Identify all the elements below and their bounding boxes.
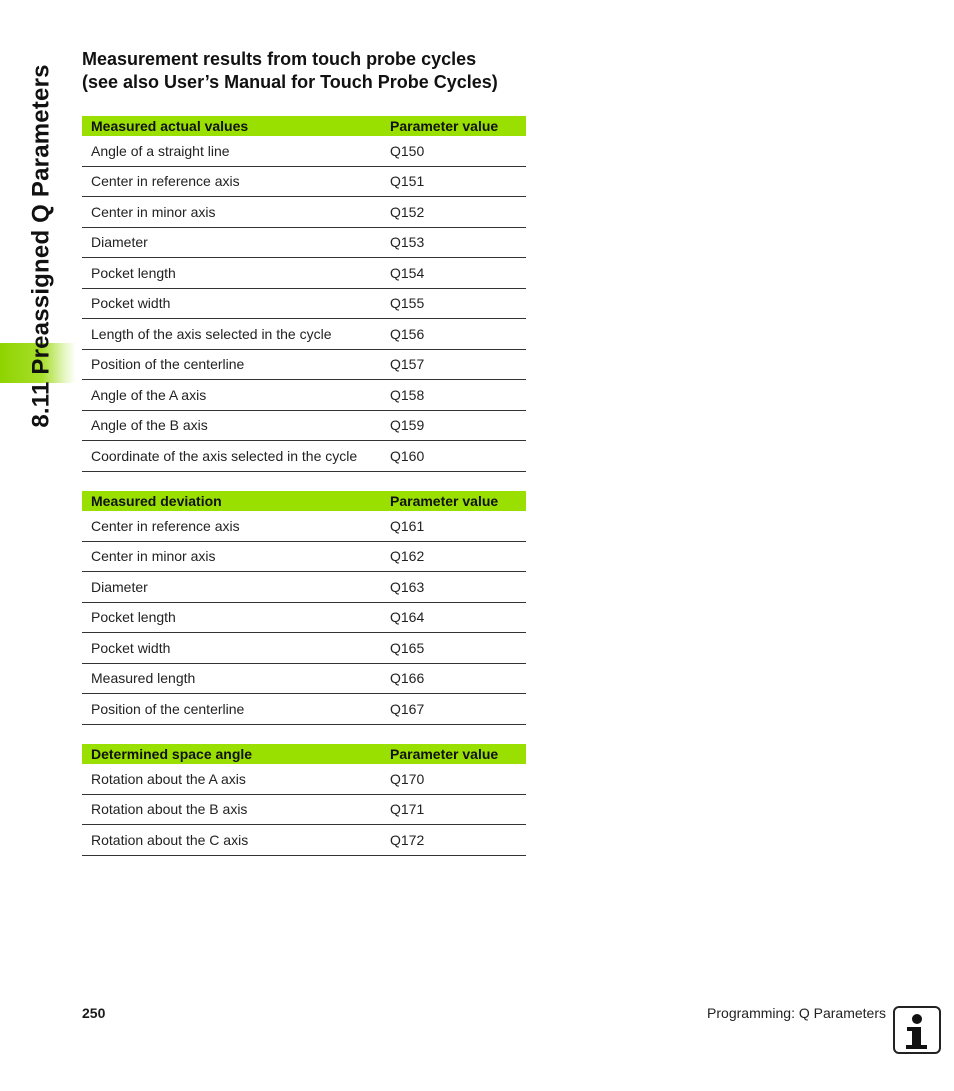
column-header-parameter: Parameter value [381,116,526,136]
row-parameter: Q156 [381,319,526,350]
row-parameter: Q171 [381,794,526,825]
column-header-description: Measured deviation [82,491,381,511]
row-parameter: Q157 [381,349,526,380]
row-parameter: Q165 [381,633,526,664]
info-icon-dot [912,1014,922,1024]
row-parameter: Q161 [381,511,526,541]
row-parameter: Q154 [381,258,526,289]
table-row [82,227,526,258]
table-row [82,633,526,664]
row-parameter: Q155 [381,288,526,319]
row-description: Rotation about the C axis [82,825,381,856]
row-description: Pocket length [82,602,381,633]
row-description: Position of the centerline [82,349,381,380]
row-parameter: Q164 [381,602,526,633]
row-parameter: Q172 [381,825,526,856]
row-parameter: Q150 [381,136,526,166]
row-description: Diameter [82,227,381,258]
table-row [82,410,526,441]
footer-chapter-title: Programming: Q Parameters [707,1005,886,1021]
row-description: Pocket width [82,633,381,664]
row-parameter: Q163 [381,572,526,603]
row-description: Center in reference axis [82,166,381,197]
row-parameter: Q151 [381,166,526,197]
table-row [82,380,526,411]
row-description: Diameter [82,572,381,603]
row-description: Coordinate of the axis selected in the cycle [82,441,381,472]
table-row [82,288,526,319]
row-parameter: Q158 [381,380,526,411]
table-header-row [82,744,526,764]
table-row [82,166,526,197]
measured-actual-values-table [82,116,526,472]
row-description: Angle of the A axis [82,380,381,411]
table-row [82,441,526,472]
column-header-parameter: Parameter value [381,491,526,511]
column-header-parameter: Parameter value [381,744,526,764]
row-description: Position of the centerline [82,694,381,725]
table-row [82,319,526,350]
table-row [82,825,526,856]
page-heading-line-2: (see also User’s Manual for Touch Probe Cycles) [82,72,498,92]
row-description: Center in minor axis [82,197,381,228]
table-header-row [82,491,526,511]
table-row [82,511,526,541]
row-parameter: Q159 [381,410,526,441]
section-side-title [27,55,57,430]
row-description: Measured length [82,663,381,694]
table-row [82,541,526,572]
table-row [82,258,526,289]
column-header-description: Measured actual values [82,116,381,136]
row-description: Pocket width [82,288,381,319]
row-description: Rotation about the B axis [82,794,381,825]
row-parameter: Q152 [381,197,526,228]
table-row [82,602,526,633]
column-header-description: Determined space angle [82,744,381,764]
row-description: Pocket length [82,258,381,289]
row-description: Center in reference axis [82,511,381,541]
row-description: Angle of a straight line [82,136,381,166]
row-parameter: Q170 [381,764,526,794]
row-description: Length of the axis selected in the cycle [82,319,381,350]
table-row [82,136,526,166]
row-parameter: Q162 [381,541,526,572]
row-parameter: Q166 [381,663,526,694]
table-row [82,764,526,794]
info-icon [893,1006,941,1054]
row-description: Center in minor axis [82,541,381,572]
table-row [82,794,526,825]
table-row [82,694,526,725]
table-row [82,349,526,380]
measured-deviation-table [82,491,526,725]
row-parameter: Q160 [381,441,526,472]
row-description: Rotation about the A axis [82,764,381,794]
row-parameter: Q153 [381,227,526,258]
row-description: Angle of the B axis [82,410,381,441]
table-row [82,572,526,603]
table-header-row [82,116,526,136]
page-heading-line-1: Measurement results from touch probe cycles [82,49,477,69]
page-heading [82,48,498,94]
table-row [82,663,526,694]
page-number: 250 [82,1005,106,1021]
determined-space-angle-table [82,744,526,856]
section-side-title-text: 8.11 Preassigned Q Parameters [28,64,56,428]
row-parameter: Q167 [381,694,526,725]
info-icon-base [906,1045,927,1049]
table-row [82,197,526,228]
